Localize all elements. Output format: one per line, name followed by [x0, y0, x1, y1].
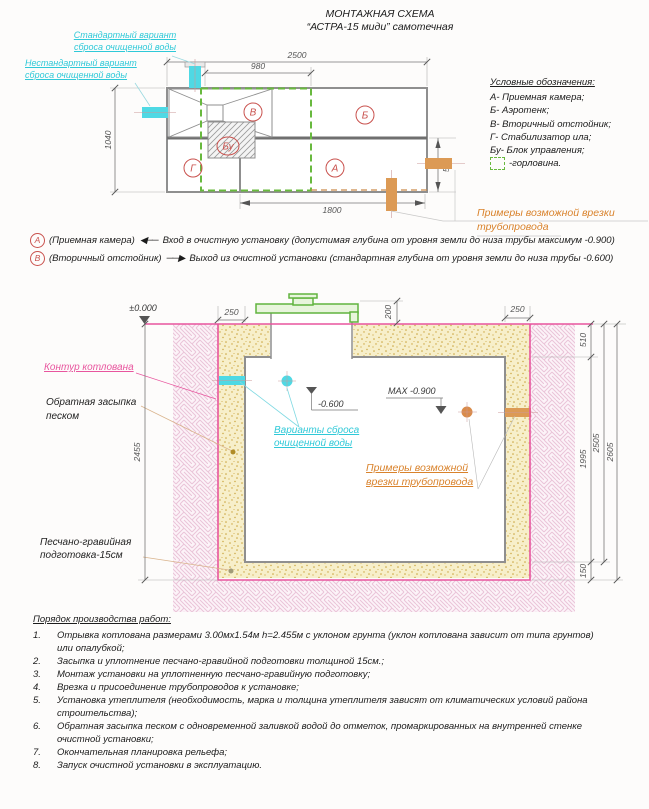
item-number: 5.: [33, 695, 41, 706]
legend-manhole-label: -горловина.: [509, 158, 562, 170]
compartment-G: Г: [190, 163, 196, 175]
soil-hatch-right: [530, 324, 575, 580]
procedure-item: [33, 720, 633, 746]
legend-item: Бу- Блок управления;: [490, 145, 585, 157]
dim-2505: 2505: [591, 433, 601, 453]
compartment-BU: Бу: [222, 141, 234, 153]
manhole-dashed-square-icon: [490, 157, 505, 170]
compartment-A: А: [331, 163, 339, 175]
procedure-title: Порядок производства работ:: [33, 614, 171, 625]
procedure-list: [33, 613, 633, 772]
dim-2605: 2605: [605, 442, 615, 462]
item-text: Запуск очистной установки в эксплуатацию.: [57, 760, 262, 771]
label-discharge-options: Варианты сброса очищенной воды: [274, 425, 360, 449]
title-line2: “АСТРА-15 миди” самотечная: [306, 21, 454, 33]
dim-150: 150: [578, 563, 588, 579]
dim-1800: 1800: [322, 205, 342, 215]
legend-title: Условные обозначения:: [490, 77, 595, 88]
procedure-item: [33, 759, 633, 772]
dim-200: 200: [383, 304, 393, 320]
callout-tapping-plan: Примеры возможной врезки трубопровода: [477, 207, 615, 233]
callout-standard-discharge: Стандартный вариант сброса очищенной воды: [73, 30, 177, 52]
dim-1995: 1995: [578, 449, 588, 469]
item-number: 6.: [33, 721, 41, 732]
note-A-text: Вход в очистную установку (допустимая глубина от уровня земли до низа трубы максимум -0.900): [162, 235, 615, 246]
note-V-text: Выход из очистной установки (стандартная глубина от уровня земли до низа трубы -0.600): [189, 253, 614, 264]
dim-2500: 2500: [287, 50, 307, 60]
arrow-left-icon: ◀──: [139, 235, 158, 246]
item-number: 8.: [33, 760, 41, 771]
plan-center-square: [207, 105, 223, 121]
compartment-V: В: [249, 107, 257, 119]
soil-hatch-left: [173, 324, 218, 612]
item-number: 3.: [33, 669, 41, 680]
item-text: Установка утеплителя (необходимость, марка и толщина утеплителя зависят от климатических условий района строительства);: [57, 695, 588, 719]
legend-item: А- Приемная камера;: [490, 92, 585, 104]
notes: [30, 233, 636, 269]
item-number: 4.: [33, 682, 41, 693]
plan-tank-outline: [167, 88, 427, 192]
label-sand-gravel-base: Песчано-гравийная подготовка-15см: [40, 537, 132, 561]
base-dot: [229, 569, 234, 574]
procedure-item: [33, 746, 633, 759]
note-marker-V: В: [30, 251, 45, 266]
soil-hatch-bottom: [173, 580, 575, 612]
item-text: Засыпка и уплотнение песчано-гравийной подготовки толщиной 15см.;: [57, 656, 385, 667]
note-inlet: [30, 233, 636, 248]
procedure-item: [33, 681, 633, 694]
item-number: 1.: [33, 630, 41, 641]
dim-510: 510: [578, 332, 588, 348]
legend-item-manhole: [490, 157, 648, 170]
procedure-item: [33, 694, 633, 720]
label-pit-contour: Контур котлована: [44, 362, 134, 373]
sand-gravel-base: [218, 562, 530, 578]
legend-item: Г- Стабилизатор ила;: [490, 131, 592, 143]
tapping-pipe-bottom: [386, 178, 397, 211]
tank-neck-fill: [271, 313, 352, 359]
title-line1: МОНТАЖНАЯ СХЕМА: [325, 8, 435, 20]
item-number: 2.: [33, 656, 41, 667]
compartment-B: Б: [361, 110, 369, 122]
note-V-name: (Вторичный отстойник): [49, 253, 162, 264]
arrow-right-icon: ──▶: [166, 253, 185, 264]
note-outlet: [30, 251, 636, 266]
item-text: Монтаж установки на уплотненную песчано-гравийную подготовку;: [57, 669, 371, 680]
page-title: [250, 8, 510, 34]
legend: [490, 76, 648, 170]
legend-item: В- Вторичный отстойник;: [490, 118, 612, 130]
backfill-dot: [231, 450, 236, 455]
section-view: [129, 294, 626, 612]
tapping-pipe-right: [425, 158, 452, 169]
procedure-item: [33, 668, 633, 681]
dim-980: 980: [250, 61, 266, 71]
procedure-item: [33, 655, 633, 668]
label-backfill: Обратная засыпка песком: [46, 397, 137, 422]
note-A-name: (Приемная камера): [49, 235, 135, 246]
item-text: Отрывка котлована размерами 3.00мх1.54м h=2.455м с уклоном грунта (уклон котлована зависит от типа грунтов) или опалубкой;: [57, 630, 594, 654]
note-marker-A: А: [30, 233, 45, 248]
dim-250-right: 250: [510, 304, 525, 314]
procedure-item: [33, 629, 633, 655]
legend-item: Б- Аэротенк;: [490, 105, 550, 117]
level-max-text: MAX -0.900: [388, 386, 436, 396]
label-tapping-examples: Примеры возможной врезки трубопровода: [366, 462, 474, 488]
level-mark-zero: [139, 316, 150, 324]
dim-1040: 1040: [103, 130, 113, 150]
item-text: Окончательная планировка рельефа;: [57, 747, 228, 758]
item-text: Врезка и присоединение трубопроводов к установке;: [57, 682, 299, 693]
tank-body-section: [245, 357, 505, 562]
dim-2455: 2455: [132, 442, 142, 462]
item-text: Обратная засыпка песком с одновременной заливкой водой до отметок, промаркированных на внутренней стенке очистной установки;: [57, 721, 583, 745]
item-number: 7.: [33, 747, 41, 758]
callout-nonstandard-discharge: Нестандартный вариант сброса очищенной воды: [25, 58, 137, 80]
dim-250-left: 250: [224, 307, 239, 317]
level-zero-text: ±0.000: [129, 303, 157, 313]
level-discharge-text: -0.600: [318, 399, 344, 409]
control-unit-box: [208, 122, 255, 158]
